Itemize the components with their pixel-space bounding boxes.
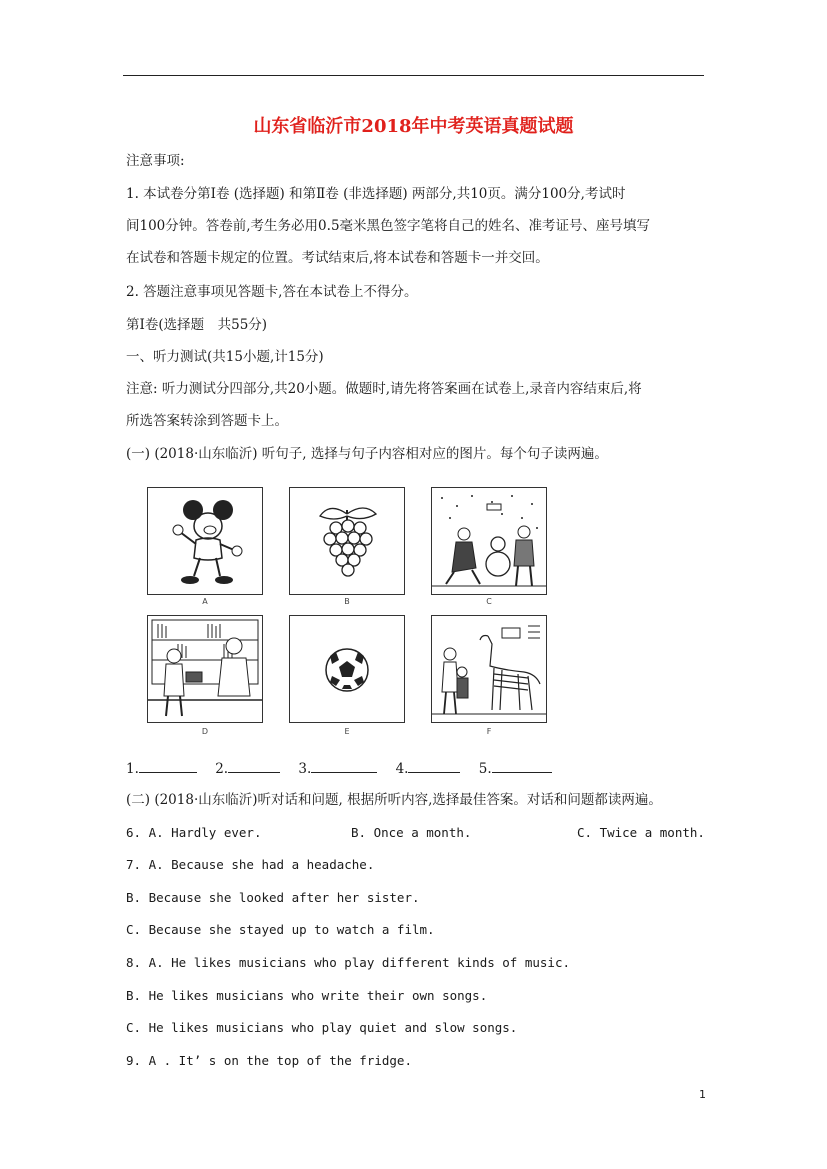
listening-note-line2: 所选答案转涂到答题卡上。 [126, 413, 288, 429]
answer-blanks [126, 760, 566, 777]
question-6-number: 6. [126, 825, 142, 840]
picture-f [431, 615, 547, 723]
picture-f-label: F [486, 727, 492, 736]
mickey-mouse-icon [148, 488, 262, 594]
soccer-ball-icon [290, 616, 404, 722]
question-6 [126, 825, 261, 841]
subsection2-instruction: (二) (2018·山东临沂)听对话和问题, 根据所听内容,选择最佳答案。对话和问题都读两遍。 [126, 792, 662, 808]
question-6-option-c: C. Twice a month. [577, 825, 705, 840]
question-8-option-a: 8. A. He likes musicians who play different kinds of music. [126, 955, 571, 970]
question-9-option-a: 9. A . It’ s on the top of the fridge. [126, 1053, 412, 1068]
notes-item1-line3: 在试卷和答题卡规定的位置。考试结束后,将本试卷和答题卡一并交回。 [126, 250, 549, 266]
question-7-option-a: 7. A. Because she had a headache. [126, 857, 375, 872]
question-7-option-b: B. Because she looked after her sister. [126, 890, 420, 905]
question-7-option-c: C. Because she stayed up to watch a film. [126, 922, 435, 937]
question-8-option-c: C. He likes musicians who play quiet and slow songs. [126, 1020, 518, 1035]
picture-c-label: C [486, 597, 492, 606]
notes-heading: 注意事项: [126, 153, 185, 169]
answer-blank-2[interactable]: 2. [215, 760, 280, 777]
subsection1-instruction: (一) (2018·山东临沂) 听句子, 选择与句子内容相对应的图片。每个句子读两遍。 [126, 446, 608, 462]
notes-item1-line1: 1. 本试卷分第Ⅰ卷 (选择题) 和第Ⅱ卷 (非选择题) 两部分,共10页。满分100分,考试时 [126, 186, 626, 202]
part1-heading: 第Ⅰ卷(选择题 共55分) [126, 317, 268, 333]
page-title: 山东省临沂市2018年中考英语真题试题 [253, 116, 574, 137]
header-rule [123, 75, 704, 76]
picture-b-label: B [344, 597, 350, 606]
picture-b [289, 487, 405, 595]
notes-item2: 2. 答题注意事项见答题卡,答在本试卷上不得分。 [126, 284, 418, 300]
picture-a [147, 487, 263, 595]
snowman-icon [432, 488, 546, 594]
question-6-option-b: B. Once a month. [351, 825, 472, 840]
question-6-option-a: A. Hardly ever. [148, 825, 262, 840]
picture-e [289, 615, 405, 723]
museum-dinosaur-icon [432, 616, 546, 722]
picture-c [431, 487, 547, 595]
question-8-option-b: B. He likes musicians who write their own songs. [126, 988, 488, 1003]
page-number: 1 [699, 1088, 706, 1101]
notes-item1-line2: 间100分钟。答卷前,考生务必用0.5毫米黑色签字笔将自己的姓名、准考证号、座号填写 [126, 218, 651, 234]
answer-blank-3[interactable]: 3. [298, 760, 377, 777]
answer-blank-5[interactable]: 5. [479, 760, 552, 777]
picture-d [147, 615, 263, 723]
answer-blank-1[interactable]: 1. [126, 760, 197, 777]
section1-heading: 一、听力测试(共15小题,计15分) [126, 349, 324, 365]
picture-d-label: D [201, 727, 209, 736]
library-books-icon [148, 616, 262, 722]
grapes-icon [290, 488, 404, 594]
answer-blank-4[interactable]: 4. [396, 760, 461, 777]
picture-a-label: A [202, 597, 208, 606]
listening-note-line1: 注意: 听力测试分四部分,共20小题。做题时,请先将答案画在试卷上,录音内容结束后,将 [126, 381, 642, 397]
picture-e-label: E [344, 727, 350, 736]
